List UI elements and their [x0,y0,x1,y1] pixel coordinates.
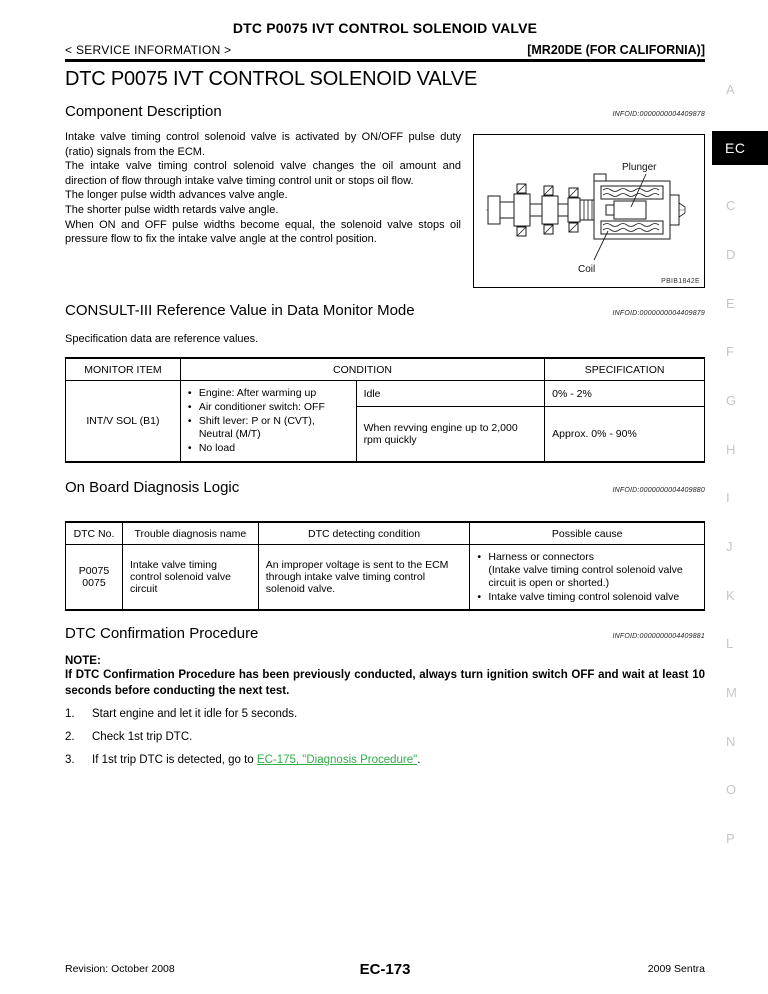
step-number: 2. [65,731,75,743]
step-number: 3. [65,754,75,766]
infoid-code: INFOID:0000000004409881 [612,633,705,640]
section-heading-consult [65,302,705,319]
table-row [66,381,705,407]
step-text: Start engine and let it idle for 5 seconds. [92,708,298,720]
plunger-label: Plunger [622,162,657,173]
service-information-label: < SERVICE INFORMATION > [65,43,232,57]
condition-cell: When revving engine up to 2,000 rpm quickly [356,407,545,463]
sidebar-letter: G [726,392,737,408]
table-row [66,545,705,611]
condition-bullet: • No load [188,442,349,455]
solenoid-valve-figure [473,134,705,288]
note-text: If DTC Confirmation Procedure has been previously conducted, always turn ignition switch OFF and wait at least 10 seconds before conducting the next test. [65,669,705,697]
sidebar-letter: O [726,782,737,798]
condition-bullet: • Engine: After warming up [188,387,349,400]
diagnosis-procedure-link[interactable]: EC-175, "Diagnosis Procedure" [256,754,418,766]
revision-date: Revision: October 2008 [65,963,175,975]
dtc-number-line: P0075 [78,565,110,577]
procedure-step [65,753,705,768]
header-subrow [65,43,705,57]
condition-cell: Idle [356,381,545,407]
step-text [92,753,420,768]
sidebar-ec-tab: EC [712,131,768,165]
detecting-condition-cell: An improper voltage is sent to the ECM through intake valve timing control solenoid valve. [258,545,470,611]
column-header-trouble-name: Trouble diagnosis name [122,522,258,545]
column-header-dtc-no: DTC No. [66,522,123,545]
sidebar-letter: D [726,246,736,262]
step-text: Check 1st trip DTC. [92,731,193,743]
dtc-number-cell [66,545,123,611]
condition-bullets-cell [180,381,356,463]
sidebar-letter: N [726,733,736,749]
cause-text: Harness or connectors [488,550,595,563]
procedure-step [65,707,705,722]
sidebar-letter: F [726,344,734,360]
figure-caption: PBIB1842E [661,278,700,285]
section-heading-onboard [65,479,705,496]
component-description-body [65,130,705,288]
column-header-specification: SPECIFICATION [545,358,705,381]
table-header-row [66,358,705,381]
spec-reference-note: Specification data are reference values. [65,333,259,345]
column-header-detecting-condition: DTC detecting condition [258,522,470,545]
condition-bullet: • Air conditioner switch: OFF [188,401,349,414]
procedure-steps [65,707,705,768]
page-footer [65,956,705,978]
possible-cause-cell [470,545,705,611]
sidebar-letter: H [726,441,736,457]
sidebar-letter: M [726,684,737,700]
paragraph: The shorter pulse width retards valve angle. [65,203,279,216]
sidebar-letter: E [726,295,735,311]
condition-bullet: • Shift lever: P or N (CVT), Neutral (M/T) [188,415,349,441]
sidebar-letter: I [726,490,730,506]
paragraph: The longer pulse width advances valve angle. [65,189,288,202]
page-title: DTC P0075 IVT CONTROL SOLENOID VALVE [65,68,478,90]
possible-cause-bullet: • Intake valve timing control solenoid valve [477,591,697,604]
section-title: CONSULT-III Reference Value in Data Monitor Mode [65,302,415,319]
sidebar-letter: L [726,636,734,652]
solenoid-valve-diagram [474,135,704,287]
specification-cell: Approx. 0% - 90% [545,407,705,463]
column-header-possible-cause: Possible cause [470,522,705,545]
cause-detail: (Intake valve timing control solenoid valve circuit is open or shorted.) [488,563,683,589]
note-label: NOTE: [65,655,101,667]
procedure-step [65,730,705,745]
infoid-code: INFOID:0000000004409879 [612,310,705,317]
diagnosis-logic-table [65,521,705,611]
section-title: DTC Confirmation Procedure [65,625,259,642]
column-header-monitor-item: MONITOR ITEM [66,358,181,381]
section-heading-confirmation [65,625,705,642]
page-number: EC-173 [359,961,411,978]
step-text-suffix: . [417,754,421,766]
specification-cell: 0% - 2% [545,381,705,407]
infoid-code: INFOID:0000000004409880 [612,487,705,494]
step-number: 1. [65,708,75,720]
section-title: On Board Diagnosis Logic [65,479,240,496]
paragraph: The intake valve timing control solenoid valve changes the oil amount and direction of flow through intake valve timing control unit or stops oil flow. [65,160,461,187]
sidebar-letter: C [726,198,736,214]
trouble-name-cell: Intake valve timing control solenoid valve circuit [122,545,258,611]
dtc-number-line: 0075 [82,577,106,589]
paragraph: Intake valve timing control solenoid valve is activated by ON/OFF pulse duty (ratio) signals from the ECM. [65,131,461,158]
coil-label: Coil [578,264,596,275]
section-title: Component Description [65,103,222,120]
sidebar-letter: J [726,538,733,554]
section-heading-component [65,103,705,120]
consult-reference-table [65,357,705,463]
sidebar-letter: K [726,587,735,603]
column-header-condition: CONDITION [180,358,544,381]
paragraph: When ON and OFF pulse widths become equal, the solenoid valve stops oil pressure flow to fix the intake valve angle at the control position. [65,218,461,246]
monitor-item-cell: INT/V SOL (B1) [66,381,181,463]
header-rule [65,59,705,62]
condition-bullet-list [188,387,349,455]
table-header-row [66,522,705,545]
sidebar-letter: P [726,830,735,846]
component-description-text [65,130,461,288]
engine-variant-label: [MR20DE (FOR CALIFORNIA)] [527,43,705,57]
possible-cause-list [477,551,697,604]
running-header-title: DTC P0075 IVT CONTROL SOLENOID VALVE [232,20,538,36]
step-text-prefix: If 1st trip DTC is detected, go to [92,754,257,766]
sidebar-letter: A [726,82,735,97]
section-index-sidebar [712,82,768,846]
model-year: 2009 Sentra [647,963,705,975]
infoid-code: INFOID:0000000004409878 [612,111,705,118]
possible-cause-bullet [477,551,697,590]
